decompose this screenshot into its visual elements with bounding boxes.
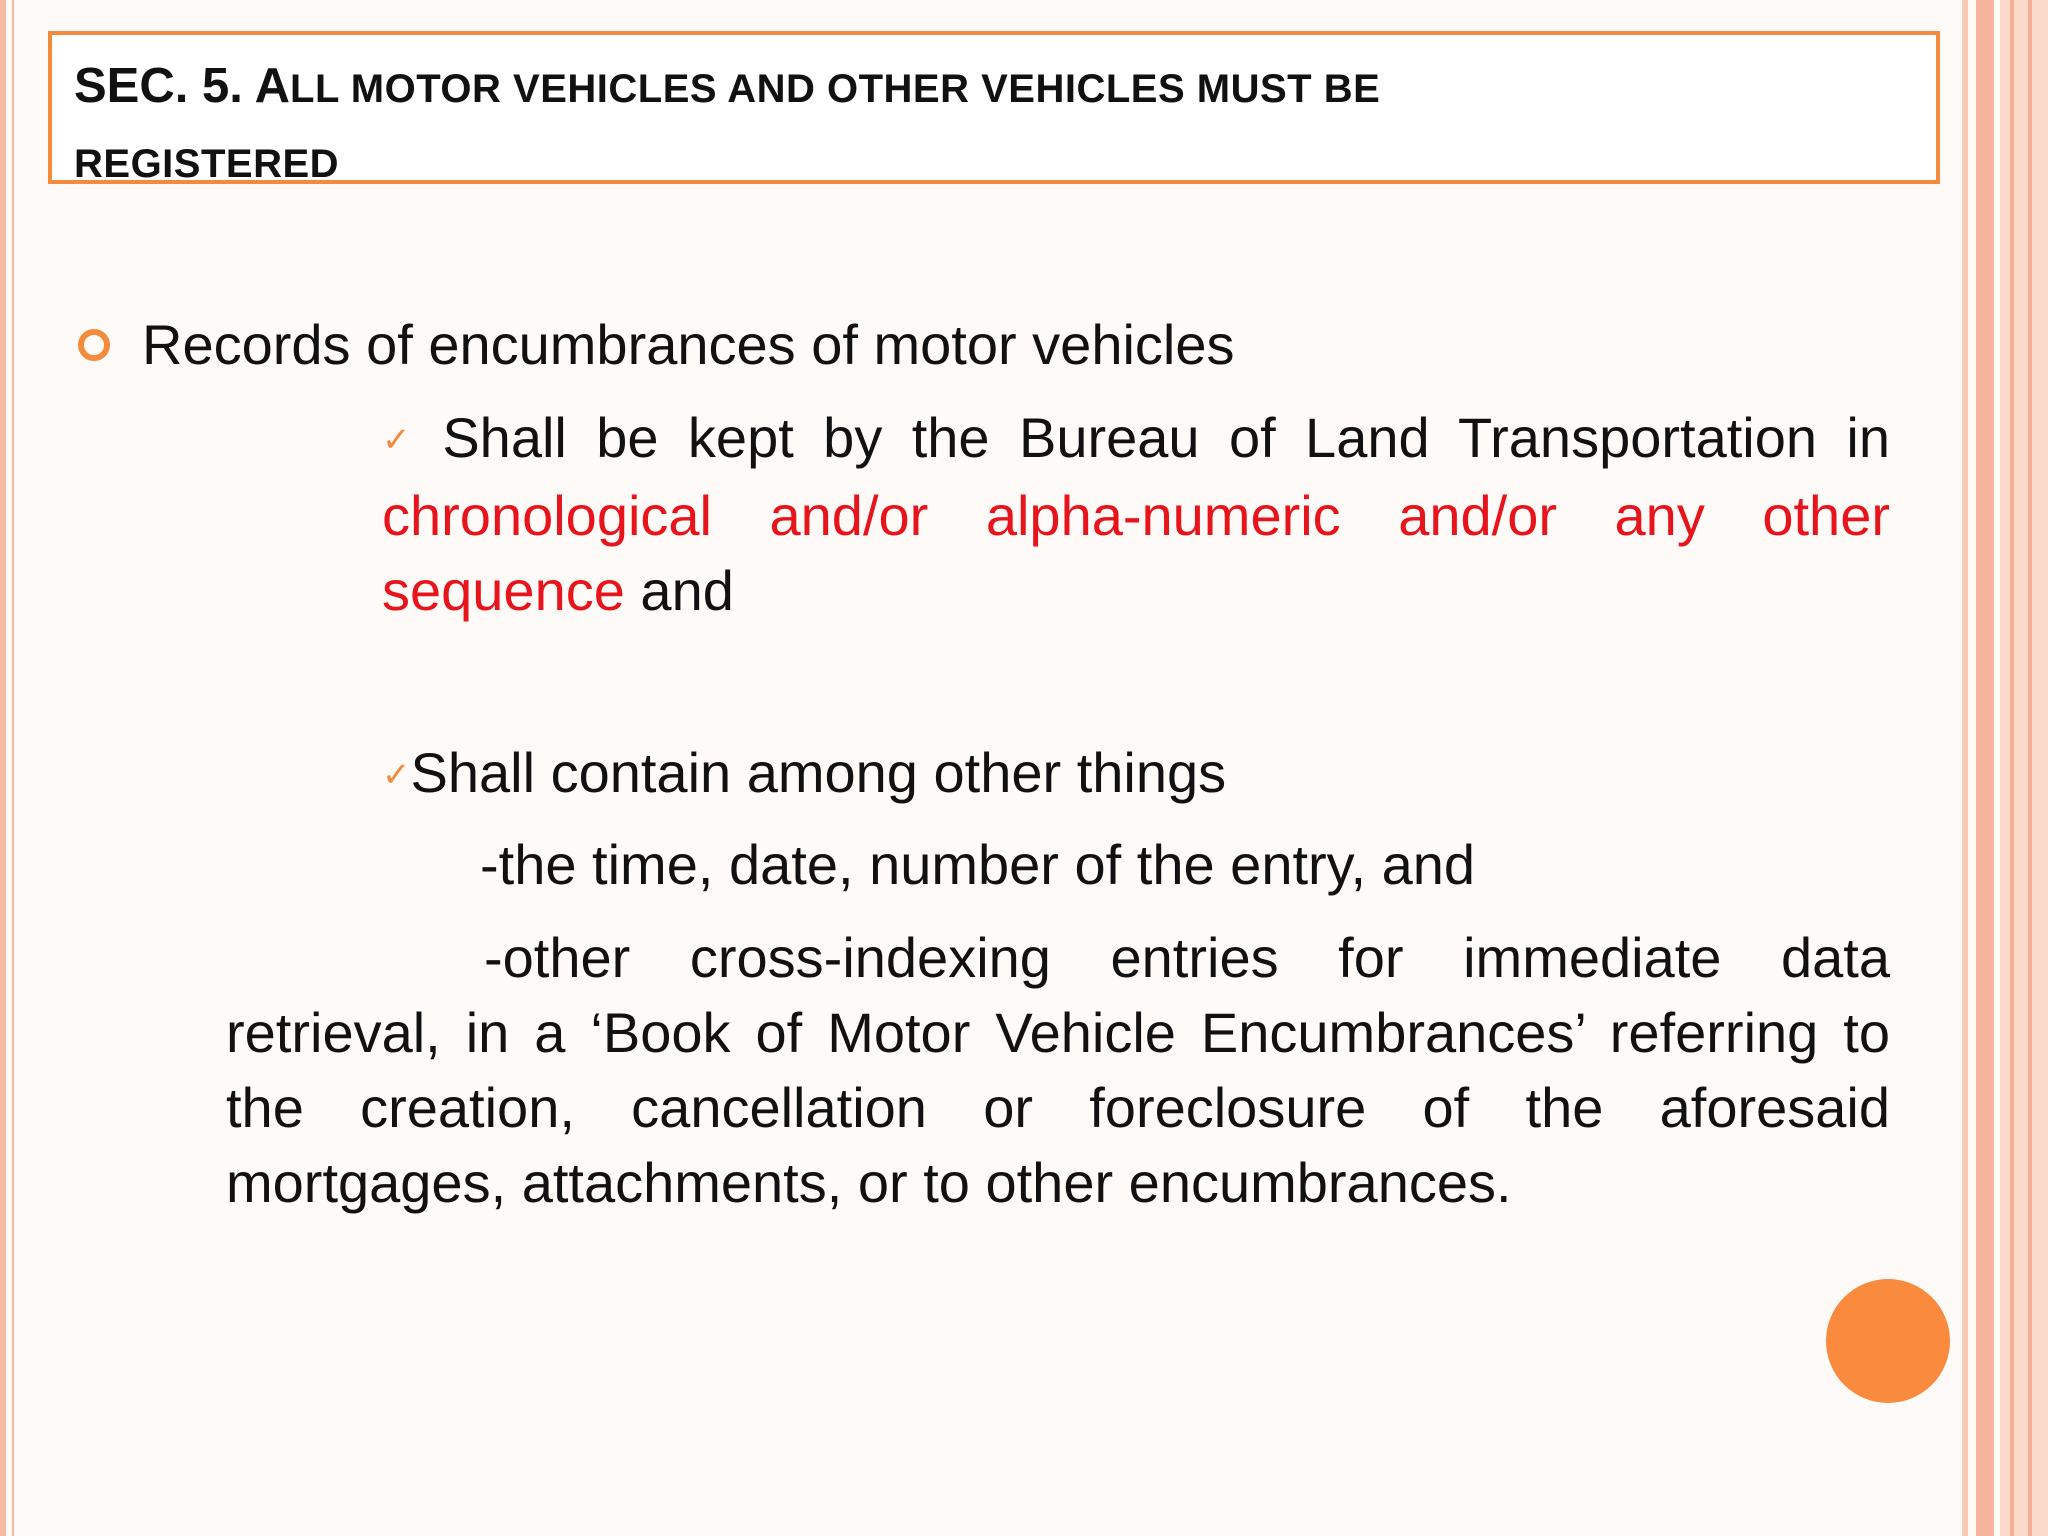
checkmark-icon: ✓ (382, 756, 411, 794)
para1-text-a: Shall be kept by the Bureau of Land Transportation in (442, 406, 1890, 469)
main-bullet (78, 312, 1235, 377)
list-item-cross-indexing: -other cross-indexing entries for immediate data retrieval, in a ‘Book of Motor Vehicle Encumbrances’ referring to the creation, cancellation or foreclosure of the aforesaid mortgages, attachments, or to other encumbrances. (226, 926, 1890, 1214)
slide-title-line-2: REGISTERED (74, 142, 340, 186)
right-decor-stripe (1976, 0, 1994, 1536)
right-decor-line (2010, 0, 2014, 1536)
right-decor-stripe (1962, 0, 1968, 1536)
slide-title-line-1 (74, 53, 1912, 131)
decorative-orange-circle (1826, 1279, 1950, 1403)
left-decor-stripe (0, 0, 6, 1536)
list-item-time-date: -the time, date, number of the entry, and (480, 833, 1476, 896)
right-decor-line (2028, 0, 2032, 1536)
main-bullet-text: Records of encumbrances of motor vehicles (142, 313, 1235, 376)
sub-bullet-contain (382, 735, 1890, 813)
title-prefix: SEC. 5. A (74, 59, 291, 113)
left-decor-line (12, 0, 14, 1536)
para1-highlight: chronological and/or alpha-numeric and/or any other sequence (382, 484, 1890, 622)
sub-bullet-kept-by (382, 400, 1890, 628)
title-rest: LL MOTOR VEHICLES AND OTHER VEHICLES MUST BE (290, 67, 1381, 111)
ring-bullet-icon (78, 329, 110, 361)
checkmark-icon: ✓ (382, 421, 425, 459)
right-decor-band (2000, 0, 2048, 1536)
para2-text: Shall contain among other things (410, 741, 1227, 804)
para1-text-b: and (624, 559, 734, 622)
slide-title-box (48, 31, 1940, 184)
